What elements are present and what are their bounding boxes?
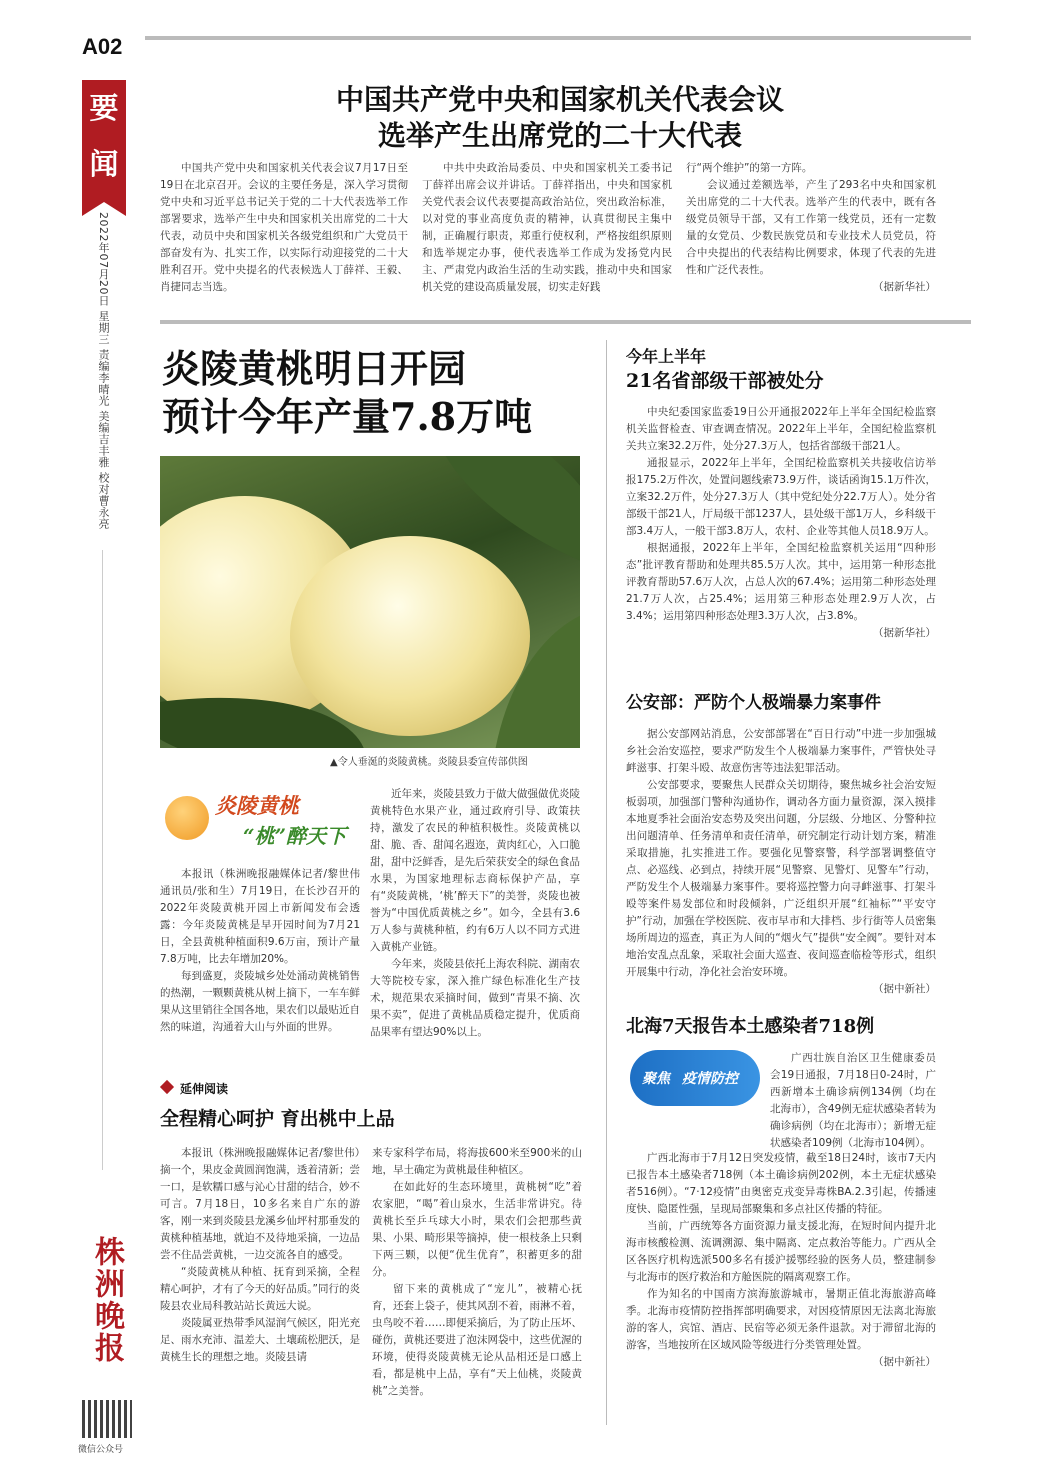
police-headline: 公安部：严防个人极端暴力案事件: [626, 693, 881, 713]
lead-column-3: [686, 160, 936, 296]
police-paragraph: 公安部要求，要聚焦人民群众关切期待，聚焦城乡社会治安短板弱项，加强部门警种沟通协作，调动各方面力量资源，深入摸排本地夏季社会面治安态势及突出问题，分层级、分地区、分警种拉出问题清单、任务清单和责任清单，研究制定行动计划方案，精准采取措施，扎实推进工作。要强化见警察警，科学部署调整值守点、必巡线、必到点，持续开展“见警察、见警灯、见警车”行动，严防发生个人极端暴力案事件。要将巡控警力向寻衅滋事、打架斗殴等案件易发部位和时段倾斜，广泛组织开展“红袖标”“平安守护”行动，加强在学校医院、夜市早市和大排档、步行街等人员密集场所周边的巡查，真正为人间的“烟火气”提供“安全阀”。要针对本地治安乱点乱象，采取社会面大巡查、夜间巡查临检等形式，组织开展集中行动，净化社会治安环境。: [626, 779, 936, 978]
discipline-source: （据新华社）: [873, 627, 936, 639]
covid-paragraph: 当前，广西统筹各方面资源力量支援北海，在短时间内提升北海市核酸检测、流调溯源、集中隔离、定点救治等能力。广西从全区各医疗机构选派500多名有援沪援鄂经验的医务人员，整建制参与北海市的医疗救治和方舱医院的隔离观察工作。: [626, 1220, 936, 1283]
discipline-paragraph: 中央纪委国家监委19日公开通报2022年上半年全国纪检监察机关监督检查、审查调查情况。2022年上半年，全国纪检监察机关共立案32.2万件，处分27.3万人，包括省部级干部21人。: [626, 406, 936, 452]
lead-paragraph: 中国共产党中央和国家机关代表会议7月17日至19日在北京召开。会议的主要任务是，深入学习贯彻党中央和习近平总书记关于党的二十大代表选举工作部署要求，选举产生中央和国家机关出席党的二十大代表，动员中央和国家机关各级党组织和广大党员干部奋发有为、扎实工作，以实际行动迎接党的二十大胜利召开。党中央提名的代表候选人丁薛祥、王毅、肖捷同志当选。: [160, 162, 408, 293]
issue-meta: 2022年07月20日 星期三 责编李晴光 美编吉丰雅 校对曹永亮: [97, 212, 110, 530]
kicker: 延伸阅读: [180, 1082, 229, 1096]
sub-paragraph: “炎陵黄桃从种植、抚育到采摘，全程精心呵护，才有了今天的好品质。”同行的炎陵县农业局科教站站长黄远大说。: [160, 1266, 360, 1312]
divider: [160, 320, 971, 324]
peach-paragraph: 今年来，炎陵县依托上海农科院、湖南农大等院校专家，深入推广绿色标准化生产技术，规范果农采摘时间，做到“青果不摘、次果不卖”，促进了黄桃品质稳定提升，优质商品果率有望达90%以上。: [370, 958, 580, 1038]
discipline-paragraph: 通报显示，2022年上半年，全国纪检监察机关共接收信访举报175.2万件次，处置问题线索73.9万件，谈话函询15.1万件次，立案32.2万件，处分27.3万人（其中党纪处分22.7万人）。处分省部级干部21人，厅局级干部1237人，县处级干部1万人，乡科级干部3.4万人，一般干部3.8万人，农村、企业等其他人员18.9万人。: [626, 457, 936, 537]
sub-column-1: [160, 1145, 360, 1366]
covid-paragraph: 广西壮族自治区卫生健康委员会19日通报，7月18日0-24时，广西新增本土确诊病例134例（均在北海市），含49例无症状感染者转为确诊病例（均在北海市）；新增无症状感染者109例（北海市104例）。: [770, 1052, 936, 1149]
photo-caption: ▲令人垂涎的炎陵黄桃。炎陵县委宣传部供图: [330, 757, 528, 768]
section-label: 要闻: [82, 80, 126, 202]
sub-paragraph: 在如此好的生态环境里，黄桃树“吃”着农家肥，“喝”着山泉水，生活非常讲究。待黄桃长至乒乓球大小时，果农们会把那些黄果、小果、畸形果等摘掉，使一根枝条上只剩下两三颗，以便“优生优育”，积蓄更多的甜分。: [372, 1181, 582, 1278]
sub-column-2: [372, 1145, 582, 1400]
lead-headline-1: 中国共产党中央和国家机关代表会议: [335, 83, 784, 116]
top-rule: [145, 36, 971, 40]
lead-paragraph: 会议通过差额选举，产生了293名中央和国家机关出席党的二十大代表。选举产生的代表中，既有各级党员领导干部，又有工作第一线党员，还有一定数量的女党员、少数民族党员和专业技术人员党员，符合中央提出的代表结构比例要求，体现了代表的先进性和广泛代表性。: [686, 179, 936, 276]
lead-column-1: [160, 160, 408, 296]
sub-paragraph: 本报讯（株洲晚报融媒体记者/黎世伟）摘一个，果皮金黄圆润饱满，透着清新；尝一口，是软糯口感与沁心甘甜的结合，妙不可言。7月18日，10多名来自广东的游客，刚一来到炎陵县龙溪乡仙坪村那垂发的黄桃种植基地，就迫不及待地采摘，一边品尝不住品尝黄桃，一边交流各自的感受。: [160, 1147, 360, 1261]
covid-body-top: [770, 1050, 936, 1152]
police-paragraph: 据公安部网站消息，公安部部署在“百日行动”中进一步加强城乡社会治安巡控，要求严防发生个人极端暴力案事件，严管快处寻衅滋事、打架斗殴、故意伤害等违法犯罪活动。: [626, 728, 936, 774]
discipline-paragraph: 根据通报，2022年上半年，全国纪检监察机关运用“四种形态”批评教育帮助和处理共85.5万人次。其中，运用第一种形态批评教育帮助57.6万人次，占总人次的67.4%；运用第二种形态处理21.7万人次，占25.4%；运用第三种形态处理2.9万人次，占3.4%；运用第四种形态处理3.3万人次，占3.8%。: [626, 542, 936, 622]
qr-label: 微信公众号: [78, 1445, 124, 1455]
discipline-headline-2: 21名省部级干部被处分: [626, 370, 824, 392]
sub-headline: 全程精心呵护 育出桃中上品: [160, 1108, 395, 1130]
covid-paragraph: 广西北海市于7月12日突发疫情，截至18日24时，该市7天内已报告本土感染者718例（本土确诊病例202例，本土无症状感染者516例）。“7·12疫情”由奥密克戎变异毒株BA.2.3引起，传播速度快、隐匿性强，呈现局部聚集和多点社区传播的特征。: [626, 1152, 936, 1215]
kicker-icon: [160, 1080, 174, 1094]
peach-right-column: [370, 786, 580, 1041]
qr-code-icon[interactable]: [82, 1400, 132, 1438]
badge-text-2: 疫情防控: [682, 1071, 738, 1087]
peach-paragraph: 本报讯（株洲晚报融媒体记者/黎世伟 通讯员/张和生）7月19日，在长沙召开的2022年炎陵黄桃开园上市新闻发布会透露：今年炎陵黄桃是早开园时间为7月21日，全县黄桃种植面积9.6万亩，预计产量7.8万吨，比去年增加20%。: [160, 868, 360, 965]
covid-body: [626, 1150, 936, 1371]
peach-icon: [165, 796, 209, 840]
covid-source: （据中新社）: [873, 1356, 936, 1368]
police-body: [626, 726, 936, 998]
police-source: （据中新社）: [873, 983, 936, 995]
covid-headline: 北海7天报告本土感染者718例: [626, 1016, 875, 1037]
covid-paragraph: 作为知名的中国南方滨海旅游城市，暑期正值北海旅游高峰季。北海市疫情防控指挥部明确要求，对因疫情原因无法离北海旅游的客人，宾馆、酒店、民宿等必须无条件退款。对于滞留北海的游客，当地按所在区域风险等级进行分类管理处置。: [626, 1288, 936, 1351]
side-rule: [102, 550, 103, 1170]
sub-paragraph: 来专家科学布局，将海拔600米至900米的山地，早土确定为黄桃最佳种植区。: [372, 1147, 582, 1176]
peach-headline: [162, 345, 602, 441]
sub-paragraph: 炎陵属亚热带季风湿润气候区，阳光充足、雨水充沛、温差大、土壤疏松肥沃，是黄桃生长的理想之地。炎陵县请: [160, 1317, 360, 1363]
lead-paragraph: 中共中央政治局委员、中央和国家机关工委书记丁薛祥出席会议并讲话。丁薛祥指出，中央和国家机关党代表会议代表要提高政治站位，突出政治标准，以对党的事业高度负责的精神，认真贯彻民主集中制，正确履行职责，郑重行使权利，严格按组织原则和选举规定办事，使代表选举工作成为发扬党内民主、严肃党内政治生活的生动实践，推动中央和国家机关党的建设高质量发展，切实走好践: [422, 162, 672, 293]
peach-shape: [290, 536, 530, 736]
column-divider: [606, 340, 607, 1425]
lead-column-2: [422, 160, 672, 296]
lead-source: （据新华社）: [873, 281, 936, 293]
epidemic-badge-icon: [630, 1050, 760, 1106]
peach-paragraph: 近年来，炎陵县致力于做大做强做优炎陵黄桃特色水果产业，通过政府引导、政策扶持，激发了农民的种植积极性。炎陵黄桃以甜、脆、香、甜闻名遐迩，黄肉红心，入口脆甜，甜中泛鲜香，是先后荣获安全的绿色食品水果，为国家地理标志商标保护产品，享有“炎陵黄桃，‘桃’醉天下”的美誉，炎陵也被誉为“中国优质黄桃之乡”。如今，全县有3.6万人参与黄桃种植，约有6万人以不同方式进入黄桃产业链。: [370, 788, 580, 953]
page-number: A02: [82, 34, 123, 59]
peach-badge: [165, 786, 345, 856]
badge-text-1: 聚焦: [642, 1071, 670, 1087]
peach-photo: [160, 456, 580, 748]
peach-left-column: [160, 866, 360, 1036]
peach-headline-1: 炎陵黄桃明日开园: [162, 346, 467, 391]
peach-paragraph: 每到盛夏，炎陵城乡处处涌动黄桃销售的热潮，一颗颗黄桃从树上摘下，一车车鲜果从这里销往全国各地，果农们以最贴近自然的味道，沟通着大山与外面的世界。: [160, 970, 360, 1033]
badge-text-1: 炎陵黄桃: [215, 793, 299, 818]
peach-headline-2: 预计今年产量7.8万吨: [162, 394, 533, 439]
discipline-body: [626, 404, 936, 642]
lead-paragraph: 行“两个维护”的第一方阵。: [686, 162, 813, 174]
discipline-headline-1: 今年上半年: [626, 347, 707, 366]
badge-text-2: “桃”醉天下: [243, 824, 347, 848]
sub-paragraph: 留下来的黄桃成了“宠儿”，被精心抚育，还套上袋子，使其风刮不着，雨淋不着，虫鸟咬不着……即便采摘后，为了防止压坏、碰伤，黄桃还要进了泡沫网袋中，这些优渥的环境，使得炎陵黄桃无论从品相还是口感上看，都是桃中上品，享有“天上仙桃，炎陵黄桃”之美誉。: [372, 1283, 582, 1397]
newspaper-logo: 株洲晚报: [89, 1236, 124, 1364]
lead-headline-2: 选举产生出席党的二十大代表: [377, 119, 742, 152]
